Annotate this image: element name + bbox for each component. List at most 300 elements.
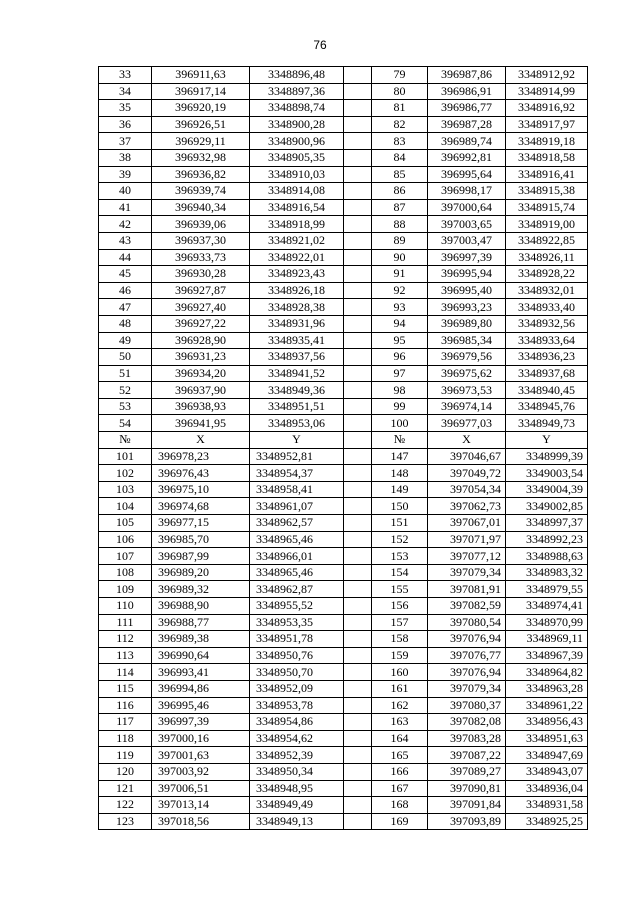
y-coordinate: 3349002,85 — [506, 498, 588, 515]
spacer-cell — [344, 714, 372, 731]
y-coordinate: 3348954,86 — [250, 714, 344, 731]
point-number: 36 — [99, 116, 152, 133]
x-coordinate: 396975,10 — [152, 481, 250, 498]
table-row — [99, 299, 588, 316]
spacer-cell — [344, 332, 372, 349]
spacer-cell — [344, 581, 372, 598]
table-row — [99, 199, 588, 216]
x-coordinate: 397003,92 — [152, 763, 250, 780]
point-number: 113 — [99, 647, 152, 664]
spacer-cell — [344, 282, 372, 299]
y-coordinate: 3348923,43 — [250, 266, 344, 283]
x-coordinate: 396927,40 — [152, 299, 250, 316]
x-coordinate: 397003,47 — [428, 232, 506, 249]
y-coordinate: 3348963,28 — [506, 680, 588, 697]
x-coordinate: 396989,32 — [152, 581, 250, 598]
y-coordinate: 3348900,96 — [250, 133, 344, 150]
point-number: 90 — [372, 249, 428, 266]
point-number: 104 — [99, 498, 152, 515]
table-row — [99, 714, 588, 731]
table-row — [99, 581, 588, 598]
point-number: 47 — [99, 299, 152, 316]
table-row — [99, 266, 588, 283]
spacer-cell — [344, 531, 372, 548]
y-coordinate: 3348918,99 — [250, 216, 344, 233]
x-coordinate: 397000,16 — [152, 730, 250, 747]
point-number: 111 — [99, 614, 152, 631]
point-number: 38 — [99, 149, 152, 166]
point-number: 121 — [99, 780, 152, 797]
column-header: Y — [506, 432, 588, 449]
table-row — [99, 349, 588, 366]
y-coordinate: 3348953,35 — [250, 614, 344, 631]
x-coordinate: 396933,73 — [152, 249, 250, 266]
column-header: № — [372, 432, 428, 449]
spacer-cell — [344, 498, 372, 515]
spacer-cell — [344, 481, 372, 498]
spacer-cell — [344, 515, 372, 532]
table-row — [99, 498, 588, 515]
point-number: 81 — [372, 100, 428, 117]
x-coordinate: 396995,94 — [428, 266, 506, 283]
point-number: 164 — [372, 730, 428, 747]
table-row — [99, 515, 588, 532]
point-number: 88 — [372, 216, 428, 233]
point-number: 152 — [372, 531, 428, 548]
point-number: 87 — [372, 199, 428, 216]
point-number: 34 — [99, 83, 152, 100]
point-number: 123 — [99, 813, 152, 830]
point-number: 51 — [99, 365, 152, 382]
spacer-cell — [344, 415, 372, 432]
x-coordinate: 396976,43 — [152, 465, 250, 482]
spacer-cell — [344, 216, 372, 233]
point-number: 110 — [99, 598, 152, 615]
point-number: 151 — [372, 515, 428, 532]
y-coordinate: 3348936,04 — [506, 780, 588, 797]
y-coordinate: 3348961,22 — [506, 697, 588, 714]
point-number: 48 — [99, 315, 152, 332]
point-number: 43 — [99, 232, 152, 249]
spacer-cell — [344, 67, 372, 84]
y-coordinate: 3348949,49 — [250, 797, 344, 814]
y-coordinate: 3348953,78 — [250, 697, 344, 714]
x-coordinate: 397077,12 — [428, 548, 506, 565]
spacer-cell — [344, 166, 372, 183]
point-number: 119 — [99, 747, 152, 764]
x-coordinate: 396997,39 — [428, 249, 506, 266]
y-coordinate: 3349004,39 — [506, 481, 588, 498]
y-coordinate: 3348931,58 — [506, 797, 588, 814]
y-coordinate: 3348999,39 — [506, 448, 588, 465]
table-row — [99, 332, 588, 349]
x-coordinate: 396977,03 — [428, 415, 506, 432]
table-row — [99, 548, 588, 565]
table-row — [99, 780, 588, 797]
spacer-cell — [344, 730, 372, 747]
y-coordinate: 3348926,18 — [250, 282, 344, 299]
point-number: 35 — [99, 100, 152, 117]
x-coordinate: 397049,72 — [428, 465, 506, 482]
x-coordinate: 396997,39 — [152, 714, 250, 731]
y-coordinate: 3348949,73 — [506, 415, 588, 432]
y-coordinate: 3348955,52 — [250, 598, 344, 615]
y-coordinate: 3348965,46 — [250, 564, 344, 581]
point-number: 33 — [99, 67, 152, 84]
table-row — [99, 415, 588, 432]
y-coordinate: 3348952,09 — [250, 680, 344, 697]
x-coordinate: 396934,20 — [152, 365, 250, 382]
y-coordinate: 3348921,02 — [250, 232, 344, 249]
x-coordinate: 397083,28 — [428, 730, 506, 747]
x-coordinate: 397001,63 — [152, 747, 250, 764]
point-number: 80 — [372, 83, 428, 100]
y-coordinate: 3348915,74 — [506, 199, 588, 216]
point-number: 167 — [372, 780, 428, 797]
x-coordinate: 396995,64 — [428, 166, 506, 183]
x-coordinate: 396974,68 — [152, 498, 250, 515]
point-number: 116 — [99, 697, 152, 714]
x-coordinate: 396994,86 — [152, 680, 250, 697]
x-coordinate: 396985,70 — [152, 531, 250, 548]
y-coordinate: 3348988,63 — [506, 548, 588, 565]
spacer-cell — [344, 697, 372, 714]
point-number: 103 — [99, 481, 152, 498]
y-coordinate: 3348940,45 — [506, 382, 588, 399]
y-coordinate: 3348900,28 — [250, 116, 344, 133]
x-coordinate: 396995,40 — [428, 282, 506, 299]
y-coordinate: 3348962,87 — [250, 581, 344, 598]
y-coordinate: 3348970,99 — [506, 614, 588, 631]
x-coordinate: 396989,20 — [152, 564, 250, 581]
column-header: X — [152, 432, 250, 449]
y-coordinate: 3348947,69 — [506, 747, 588, 764]
spacer-cell — [344, 398, 372, 415]
point-number: 85 — [372, 166, 428, 183]
x-coordinate: 397000,64 — [428, 199, 506, 216]
table-row — [99, 315, 588, 332]
table-row — [99, 166, 588, 183]
point-number: 109 — [99, 581, 152, 598]
point-number: 53 — [99, 398, 152, 415]
x-coordinate: 396985,34 — [428, 332, 506, 349]
point-number: 150 — [372, 498, 428, 515]
point-number: 160 — [372, 664, 428, 681]
y-coordinate: 3348949,13 — [250, 813, 344, 830]
x-coordinate: 396990,64 — [152, 647, 250, 664]
x-coordinate: 397089,27 — [428, 763, 506, 780]
y-coordinate: 3348918,58 — [506, 149, 588, 166]
x-coordinate: 396936,82 — [152, 166, 250, 183]
point-number: 148 — [372, 465, 428, 482]
point-number: 97 — [372, 365, 428, 382]
table-row — [99, 730, 588, 747]
x-coordinate: 396929,11 — [152, 133, 250, 150]
x-coordinate: 396974,14 — [428, 398, 506, 415]
table-row — [99, 531, 588, 548]
y-coordinate: 3348914,99 — [506, 83, 588, 100]
spacer-cell — [344, 315, 372, 332]
point-number: 91 — [372, 266, 428, 283]
point-number: 155 — [372, 581, 428, 598]
x-coordinate: 396927,22 — [152, 315, 250, 332]
table-row — [99, 664, 588, 681]
spacer-cell — [344, 680, 372, 697]
x-coordinate: 396979,56 — [428, 349, 506, 366]
x-coordinate: 397093,89 — [428, 813, 506, 830]
x-coordinate: 397081,91 — [428, 581, 506, 598]
x-coordinate: 397079,34 — [428, 680, 506, 697]
point-number: 147 — [372, 448, 428, 465]
y-coordinate: 3348961,07 — [250, 498, 344, 515]
x-coordinate: 396920,19 — [152, 100, 250, 117]
x-coordinate: 396939,74 — [152, 183, 250, 200]
y-coordinate: 3348919,00 — [506, 216, 588, 233]
y-coordinate: 3348917,97 — [506, 116, 588, 133]
y-coordinate: 3348914,08 — [250, 183, 344, 200]
point-number: 86 — [372, 183, 428, 200]
y-coordinate: 3348943,07 — [506, 763, 588, 780]
x-coordinate: 397054,34 — [428, 481, 506, 498]
point-number: 92 — [372, 282, 428, 299]
spacer-cell — [344, 83, 372, 100]
point-number: 149 — [372, 481, 428, 498]
x-coordinate: 396931,23 — [152, 349, 250, 366]
point-number: 45 — [99, 266, 152, 283]
spacer-cell — [344, 199, 372, 216]
y-coordinate: 3348950,76 — [250, 647, 344, 664]
y-coordinate: 3348956,43 — [506, 714, 588, 731]
y-coordinate: 3348954,37 — [250, 465, 344, 482]
spacer-cell — [344, 631, 372, 648]
point-number: 162 — [372, 697, 428, 714]
y-coordinate: 3348905,35 — [250, 149, 344, 166]
y-coordinate: 3348936,23 — [506, 349, 588, 366]
point-number: 50 — [99, 349, 152, 366]
point-number: 118 — [99, 730, 152, 747]
y-coordinate: 3348948,95 — [250, 780, 344, 797]
point-number: 108 — [99, 564, 152, 581]
table-row — [99, 763, 588, 780]
point-number: 115 — [99, 680, 152, 697]
spacer-cell — [344, 813, 372, 830]
spacer-cell — [344, 382, 372, 399]
table-row — [99, 647, 588, 664]
point-number: 49 — [99, 332, 152, 349]
spacer-cell — [344, 614, 372, 631]
x-coordinate: 396917,14 — [152, 83, 250, 100]
x-coordinate: 396975,62 — [428, 365, 506, 382]
y-coordinate: 3348949,36 — [250, 382, 344, 399]
point-number: 99 — [372, 398, 428, 415]
table-row — [99, 448, 588, 465]
spacer-cell — [344, 249, 372, 266]
point-number: 83 — [372, 133, 428, 150]
y-coordinate: 3348965,46 — [250, 531, 344, 548]
x-coordinate: 396973,53 — [428, 382, 506, 399]
y-coordinate: 3348932,01 — [506, 282, 588, 299]
x-coordinate: 396992,81 — [428, 149, 506, 166]
x-coordinate: 396988,77 — [152, 614, 250, 631]
y-coordinate: 3348969,11 — [506, 631, 588, 648]
x-coordinate: 397076,77 — [428, 647, 506, 664]
y-coordinate: 3348928,22 — [506, 266, 588, 283]
point-number: 169 — [372, 813, 428, 830]
x-coordinate: 396939,06 — [152, 216, 250, 233]
point-number: 39 — [99, 166, 152, 183]
y-coordinate: 3348932,56 — [506, 315, 588, 332]
spacer-cell — [344, 349, 372, 366]
table-row — [99, 100, 588, 117]
x-coordinate: 397046,67 — [428, 448, 506, 465]
point-number: 96 — [372, 349, 428, 366]
x-coordinate: 397062,73 — [428, 498, 506, 515]
point-number: 41 — [99, 199, 152, 216]
x-coordinate: 396937,30 — [152, 232, 250, 249]
y-coordinate: 3349003,54 — [506, 465, 588, 482]
point-number: 105 — [99, 515, 152, 532]
point-number: 158 — [372, 631, 428, 648]
table-row — [99, 116, 588, 133]
y-coordinate: 3348931,96 — [250, 315, 344, 332]
spacer-cell — [344, 780, 372, 797]
x-coordinate: 396993,41 — [152, 664, 250, 681]
y-coordinate: 3348967,39 — [506, 647, 588, 664]
point-number: 42 — [99, 216, 152, 233]
table-row — [99, 564, 588, 581]
y-coordinate: 3348941,52 — [250, 365, 344, 382]
x-coordinate: 397087,22 — [428, 747, 506, 764]
y-coordinate: 3348912,92 — [506, 67, 588, 84]
x-coordinate: 396993,23 — [428, 299, 506, 316]
table-row — [99, 481, 588, 498]
x-coordinate: 396987,28 — [428, 116, 506, 133]
column-header: X — [428, 432, 506, 449]
point-number: 100 — [372, 415, 428, 432]
x-coordinate: 396978,23 — [152, 448, 250, 465]
spacer-cell — [344, 365, 372, 382]
spacer-cell — [344, 299, 372, 316]
point-number: 163 — [372, 714, 428, 731]
x-coordinate: 397082,59 — [428, 598, 506, 615]
table-row — [99, 614, 588, 631]
point-number: 89 — [372, 232, 428, 249]
y-coordinate: 3348910,03 — [250, 166, 344, 183]
table-row — [99, 83, 588, 100]
y-coordinate: 3348922,85 — [506, 232, 588, 249]
x-coordinate: 397018,56 — [152, 813, 250, 830]
table-row — [99, 216, 588, 233]
y-coordinate: 3348950,70 — [250, 664, 344, 681]
table-row — [99, 67, 588, 84]
table-row — [99, 232, 588, 249]
x-coordinate: 396927,87 — [152, 282, 250, 299]
y-coordinate: 3348966,01 — [250, 548, 344, 565]
y-coordinate: 3348919,18 — [506, 133, 588, 150]
spacer-cell — [344, 183, 372, 200]
y-coordinate: 3348954,62 — [250, 730, 344, 747]
table-row — [99, 149, 588, 166]
spacer-cell — [344, 598, 372, 615]
point-number: 101 — [99, 448, 152, 465]
point-number: 40 — [99, 183, 152, 200]
spacer-cell — [344, 548, 372, 565]
x-coordinate: 396911,63 — [152, 67, 250, 84]
point-number: 156 — [372, 598, 428, 615]
column-header: Y — [250, 432, 344, 449]
x-coordinate: 396940,34 — [152, 199, 250, 216]
x-coordinate: 397090,81 — [428, 780, 506, 797]
x-coordinate: 396989,74 — [428, 133, 506, 150]
spacer-cell — [344, 232, 372, 249]
y-coordinate: 3348962,57 — [250, 515, 344, 532]
y-coordinate: 3348928,38 — [250, 299, 344, 316]
y-coordinate: 3348897,36 — [250, 83, 344, 100]
point-number: 112 — [99, 631, 152, 648]
point-number: 157 — [372, 614, 428, 631]
x-coordinate: 397080,37 — [428, 697, 506, 714]
x-coordinate: 397006,51 — [152, 780, 250, 797]
column-header: № — [99, 432, 152, 449]
point-number: 93 — [372, 299, 428, 316]
x-coordinate: 397082,08 — [428, 714, 506, 731]
y-coordinate: 3348916,41 — [506, 166, 588, 183]
y-coordinate: 3348916,92 — [506, 100, 588, 117]
y-coordinate: 3348951,78 — [250, 631, 344, 648]
table-row — [99, 282, 588, 299]
x-coordinate: 396986,91 — [428, 83, 506, 100]
x-coordinate: 396986,77 — [428, 100, 506, 117]
point-number: 95 — [372, 332, 428, 349]
y-coordinate: 3348992,23 — [506, 531, 588, 548]
y-coordinate: 3348933,64 — [506, 332, 588, 349]
point-number: 153 — [372, 548, 428, 565]
point-number: 117 — [99, 714, 152, 731]
spacer-cell — [344, 647, 372, 664]
x-coordinate: 397003,65 — [428, 216, 506, 233]
x-coordinate: 397071,97 — [428, 531, 506, 548]
x-coordinate: 397091,84 — [428, 797, 506, 814]
table-row — [99, 382, 588, 399]
table-row — [99, 365, 588, 382]
x-coordinate: 396932,98 — [152, 149, 250, 166]
y-coordinate: 3348926,11 — [506, 249, 588, 266]
y-coordinate: 3348964,82 — [506, 664, 588, 681]
point-number: 84 — [372, 149, 428, 166]
table-row — [99, 183, 588, 200]
y-coordinate: 3348937,68 — [506, 365, 588, 382]
point-number: 94 — [372, 315, 428, 332]
y-coordinate: 3348915,38 — [506, 183, 588, 200]
point-number: 44 — [99, 249, 152, 266]
x-coordinate: 396930,28 — [152, 266, 250, 283]
y-coordinate: 3348997,37 — [506, 515, 588, 532]
spacer-cell — [344, 133, 372, 150]
y-coordinate: 3348979,55 — [506, 581, 588, 598]
x-coordinate: 396941,95 — [152, 415, 250, 432]
y-coordinate: 3348896,48 — [250, 67, 344, 84]
table-row — [99, 133, 588, 150]
point-number: 168 — [372, 797, 428, 814]
y-coordinate: 3348974,41 — [506, 598, 588, 615]
y-coordinate: 3348945,76 — [506, 398, 588, 415]
table-row — [99, 465, 588, 482]
y-coordinate: 3348958,41 — [250, 481, 344, 498]
y-coordinate: 3348925,25 — [506, 813, 588, 830]
point-number: 165 — [372, 747, 428, 764]
x-coordinate: 397067,01 — [428, 515, 506, 532]
point-number: 106 — [99, 531, 152, 548]
